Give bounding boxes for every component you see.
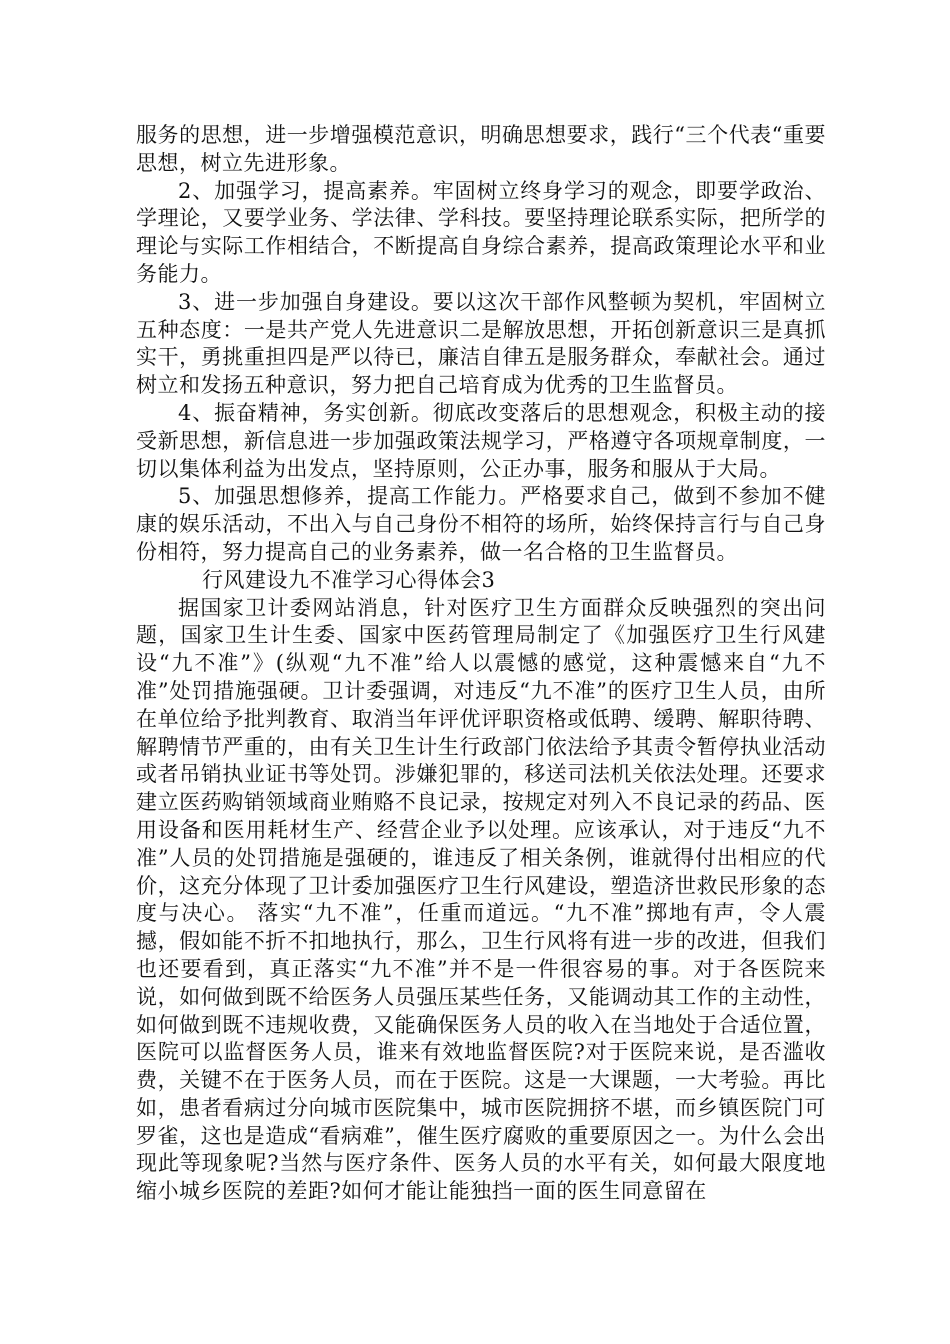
paragraph-item-3: 3、进一步加强自身建设。要以这次干部作风整顿为契机，牢固树立五种态度：一是共产党人先进意识二是解放思想，开拓创新意识三是真抓实干，勇挑重担四是严以待已，廉洁自律五是服务群众，奉献社会。通过树立和发扬五种意识，努力把自己培育成为优秀的卫生监督员。	[136, 289, 826, 398]
paragraph-item-2: 2、加强学习，提高素养。牢固树立终身学习的观念，即要学政治、学理论，又要学业务、学法律、学科技。要坚持理论联系实际，把所学的理论与实际工作相结合，不断提高自身综合素养，提高政策理论水平和业务能力。	[136, 178, 826, 286]
paragraph-item-4: 4、振奋精神，务实创新。彻底改变落后的思想观念，积极主动的接受新思想，新信息进一步加强政策法规学习，严格遵守各项规章制度，一切以集体利益为出发点，坚持原则，公正办事，服务和服从于大局。	[136, 400, 826, 481]
paragraph-item-5: 5、加强思想修养，提高工作能力。严格要求自己，做到不参加不健康的娱乐活动，不出入与自己身份不相符的场所，始终保持言行与自己身份相符，努力提高自己的业务素养，做一名合格的卫生监督员。	[136, 484, 826, 564]
document-body	[136, 122, 826, 1206]
section-heading: 行风建设九不准学习心得体会3	[202, 567, 496, 592]
paragraph-continuation: 服务的思想，进一步增强模范意识，明确思想要求，践行“三个代表“重要思想，树立先进形象。	[136, 123, 826, 175]
paragraph-body: 据国家卫计委网站消息，针对医疗卫生方面群众反映强烈的突出问题，国家卫生计生委、国家中医药管理局制定了《加强医疗卫生行风建设“九不准”》(纵观“九不准”给人以震憾的感觉，这种震憾来自“九不准”处罚措施强硬。卫计委强调，对违反“九不准”的医疗卫生人员，由所在单位给予批判教育、取消当年评优评职资格或低聘、缓聘、解职待聘、解聘情节严重的，由有关卫生计生行政部门依法给予其责令暂停执业活动或者吊销执业证书等处罚。涉嫌犯罪的，移送司法机关依法处理。还要求建立医药购销领域商业贿赂不良记录，按规定对列入不良记录的药品、医用设备和医用耗材生产、经营企业予以处理。应该承认，对于违反“九不准”人员的处罚措施是强硬的，谁违反了相关条例，谁就得付出相应的代价，这充分体现了卫计委加强医疗卫生行风建设，塑造济世救民形象的态度与决心。 落实“九不准”，任重而道远。“九不准”掷地有声，令人震撼，假如能不折不扣地执行，那么，卫生行风将有进一步的改进，但我们也还要看到，真正落实“九不准”并不是一件很容易的事。对于各医院来说，如何做到既不给医务人员强压某些任务，又能调动其工作的主动性，如何做到既不违规收费，又能确保医务人员的收入在当地处于合适位置，医院可以监督医务人员，谁来有效地监督医院?对于医院来说，是否滥收费，关键不在于医务人员，而在于医院。这是一大课题，一大考验。再比如，患者看病过分向城市医院集中，城市医院拥挤不堪，而乡镇医院门可罗雀，这也是造成“看病难”，催生医疗腐败的重要原因之一。为什么会出现此等现象呢?当然与医疗条件、医务人员的水平有关，如何最大限度地缩小城乡医院的差距?如何才能让能独挡一面的医生同意留在	[136, 595, 826, 1204]
